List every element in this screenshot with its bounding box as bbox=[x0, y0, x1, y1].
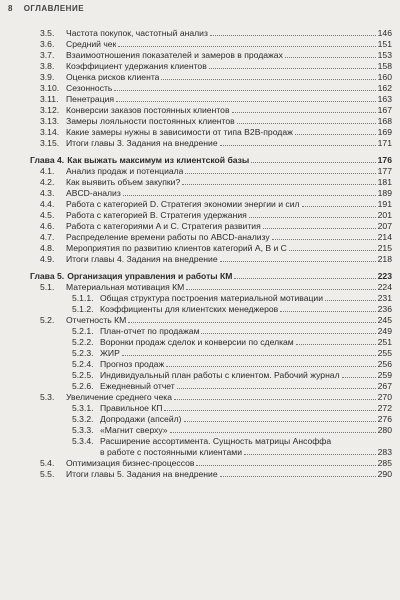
dot-leader bbox=[201, 333, 375, 334]
toc-entry-title: Материальная мотивация КМ bbox=[66, 282, 185, 292]
toc-entry-number: 3.12. bbox=[40, 105, 60, 115]
toc-entry bbox=[30, 381, 392, 392]
dot-leader bbox=[220, 261, 376, 262]
toc-entry-title: Итоги главы 3. Задания на внедрение bbox=[66, 138, 218, 148]
toc-entry-title: Прогноз продаж bbox=[100, 359, 165, 369]
toc-entry bbox=[30, 177, 392, 188]
toc-entry-number: 3.14. bbox=[40, 127, 60, 137]
toc-entry bbox=[30, 243, 392, 254]
toc-entry-number: 5.3. bbox=[40, 392, 55, 402]
toc-entry-number: 5.2.3. bbox=[72, 348, 94, 358]
toc-entry-title: Организация управления и работы КМ bbox=[67, 271, 233, 281]
toc-entry-page: 168 bbox=[377, 116, 392, 126]
toc-entry-page: 160 bbox=[377, 72, 392, 82]
toc-entry-number: 3.7. bbox=[40, 50, 55, 60]
toc-entry-number: 3.9. bbox=[40, 72, 55, 82]
dot-leader bbox=[186, 289, 375, 290]
toc-entry-title: ЖИР bbox=[100, 348, 120, 358]
dot-leader bbox=[182, 184, 375, 185]
toc-entry bbox=[30, 458, 392, 469]
toc-entry-number: 3.6. bbox=[40, 39, 55, 49]
toc-entry-page: 245 bbox=[377, 315, 392, 325]
toc-entry-number: 4.5. bbox=[40, 210, 55, 220]
toc-entry bbox=[30, 304, 392, 315]
toc-entry-number: 5.2.2. bbox=[72, 337, 94, 347]
toc-entry-title: Правильное КП bbox=[100, 403, 163, 413]
toc-entry-title: в работе с постоянными клиентами bbox=[100, 447, 243, 457]
toc-entry bbox=[30, 326, 392, 337]
toc-entry-page: 280 bbox=[377, 425, 392, 435]
dot-leader bbox=[116, 101, 376, 102]
toc-entry-number: 3.13. bbox=[40, 116, 60, 126]
toc-entry-title: «Магнит сверху» bbox=[100, 425, 168, 435]
toc-entry-page: 146 bbox=[377, 28, 392, 38]
dot-leader bbox=[209, 68, 376, 69]
dot-leader bbox=[164, 410, 375, 411]
toc-entry-page: 169 bbox=[377, 127, 392, 137]
toc-entry-page: 272 bbox=[377, 403, 392, 413]
dot-leader bbox=[177, 388, 376, 389]
dot-leader bbox=[170, 432, 376, 433]
toc-entry-number: 4.9. bbox=[40, 254, 55, 264]
dot-leader bbox=[123, 195, 376, 196]
toc-entry-number: 5.1. bbox=[40, 282, 55, 292]
toc-entry-title: Мероприятия по развитию клиентов категорий A, B и C bbox=[66, 243, 287, 253]
toc-entry-page: 255 bbox=[377, 348, 392, 358]
dot-leader bbox=[251, 162, 375, 163]
toc-entry-title: Индивидуальный план работы с клиентом. Рабочий журнал bbox=[100, 370, 340, 380]
toc-chapter bbox=[30, 271, 392, 282]
dot-leader bbox=[184, 421, 376, 422]
toc-entry-page: 177 bbox=[377, 166, 392, 176]
toc-entry bbox=[30, 166, 392, 177]
toc-entry-title: Увеличение среднего чека bbox=[66, 392, 173, 402]
toc-chapter bbox=[30, 155, 392, 166]
toc-entry-title: Взаимоотношения показателей и замеров в продажах bbox=[66, 50, 283, 60]
toc-entry-number: 3.11. bbox=[40, 94, 59, 104]
toc-entry-page: 249 bbox=[377, 326, 392, 336]
toc-entry-page: 215 bbox=[377, 243, 392, 253]
toc-entry-title: Пенетрация bbox=[66, 94, 115, 104]
toc-entry-page: 162 bbox=[377, 83, 392, 93]
toc-entry bbox=[30, 188, 392, 199]
toc-entry-title: Допродажи (апсейл) bbox=[100, 414, 182, 424]
toc-entry bbox=[30, 94, 392, 105]
dot-leader bbox=[174, 399, 376, 400]
toc-entry-page: 290 bbox=[377, 469, 392, 479]
toc-entry-title: ABCD-анализ bbox=[66, 188, 121, 198]
toc-entry-title: Оценка рисков клиента bbox=[66, 72, 160, 82]
dot-leader bbox=[289, 250, 376, 251]
dot-leader bbox=[220, 476, 376, 477]
toc-entry-title: Работа с категориями A и C. Стратегия развития bbox=[66, 221, 261, 231]
toc-entry-title: Распределение времени работы по ABCD-анализу bbox=[66, 232, 270, 242]
toc-entry-number: 5.2.1. bbox=[72, 326, 94, 336]
toc-entry-number: 5.3.1. bbox=[72, 403, 94, 413]
dot-leader bbox=[114, 90, 375, 91]
toc-entry-title: Средний чек bbox=[66, 39, 117, 49]
toc-entry bbox=[30, 337, 392, 348]
toc-entry bbox=[30, 39, 392, 50]
toc-entry-title: Конверсии заказов постоянных клиентов bbox=[66, 105, 230, 115]
toc-entry-title: Воронки продаж сделок и конверсии по сделкам bbox=[100, 337, 294, 347]
toc-entry bbox=[30, 282, 392, 293]
toc-entry bbox=[30, 370, 392, 381]
toc-entry-title: План-отчет по продажам bbox=[100, 326, 200, 336]
toc-entry-number: 4.6. bbox=[40, 221, 55, 231]
toc-entry-page: 207 bbox=[377, 221, 392, 231]
toc-entry-page: 191 bbox=[377, 199, 392, 209]
toc-entry bbox=[30, 116, 392, 127]
toc-entry-page: 181 bbox=[377, 177, 392, 187]
dot-leader bbox=[237, 123, 376, 124]
toc-entry-page: 167 bbox=[377, 105, 392, 115]
toc-entry-number: 4.2. bbox=[40, 177, 55, 187]
dot-leader bbox=[234, 278, 375, 279]
toc-entry bbox=[30, 138, 392, 149]
toc-entry-page: 176 bbox=[377, 155, 392, 165]
toc-entry-title: Коэффициенты для клиентских менеджеров bbox=[100, 304, 279, 314]
toc-entry-number: 4.1. bbox=[40, 166, 55, 176]
toc-entry bbox=[30, 210, 392, 221]
toc-entry-page: 189 bbox=[377, 188, 392, 198]
toc-entry-page: 231 bbox=[377, 293, 392, 303]
toc-entry bbox=[30, 72, 392, 83]
toc-entry-number: 5.1.2. bbox=[72, 304, 94, 314]
toc-entry-page: 158 bbox=[377, 61, 392, 71]
toc-entry-page: 224 bbox=[377, 282, 392, 292]
header-title: ОГЛАВЛЕНИЕ bbox=[23, 4, 85, 13]
dot-leader bbox=[128, 322, 375, 323]
dot-leader bbox=[244, 454, 376, 455]
toc-entry bbox=[30, 28, 392, 39]
toc-entry-number: 3.5. bbox=[40, 28, 55, 38]
toc-entry-title: Как выжать максимум из клиентской базы bbox=[67, 155, 250, 165]
dot-leader bbox=[295, 134, 376, 135]
toc-entry bbox=[30, 50, 392, 61]
dot-leader bbox=[342, 377, 376, 378]
toc-entry-number: 5.2.6. bbox=[72, 381, 94, 391]
toc-entry-title: Какие замеры нужны в зависимости от типа B2B-продаж bbox=[66, 127, 293, 137]
header-page-number: 8 bbox=[8, 4, 13, 13]
toc-entry-title: Частота покупок, частотный анализ bbox=[66, 28, 208, 38]
dot-leader bbox=[325, 300, 376, 301]
toc-entry-number: 5.4. bbox=[40, 458, 55, 468]
toc-entry bbox=[30, 392, 392, 403]
toc-entry-page: 283 bbox=[377, 447, 392, 457]
dot-leader bbox=[220, 145, 376, 146]
toc-entry-page: 214 bbox=[377, 232, 392, 242]
toc-entry-number: 3.10. bbox=[40, 83, 60, 93]
toc-entry bbox=[30, 221, 392, 232]
toc-entry-number: Глава 4. bbox=[30, 155, 65, 165]
toc-entry-page: 153 bbox=[377, 50, 392, 60]
toc-entry-title: Коэффициент удержания клиентов bbox=[66, 61, 207, 71]
toc-entry-number: Глава 5. bbox=[30, 271, 65, 281]
toc-entry-page: 251 bbox=[377, 337, 392, 347]
dot-leader bbox=[249, 217, 376, 218]
toc-entry-number: 5.2.5. bbox=[72, 370, 94, 380]
toc-entry-title: Замеры лояльности постоянных клиентов bbox=[66, 116, 235, 126]
toc-entry-page: 285 bbox=[377, 458, 392, 468]
toc-entry-number: 5.1.1. bbox=[72, 293, 94, 303]
toc-entry-title: Оптимизация бизнес-процессов bbox=[66, 458, 195, 468]
toc-entry-number: 4.4. bbox=[40, 199, 55, 209]
toc-entry bbox=[30, 414, 392, 425]
dot-leader bbox=[263, 228, 376, 229]
toc-entry bbox=[30, 436, 392, 458]
dot-leader bbox=[285, 57, 376, 58]
toc-entry-page: 267 bbox=[377, 381, 392, 391]
toc-entry-page: 256 bbox=[377, 359, 392, 369]
toc-entry-page: 270 bbox=[377, 392, 392, 402]
toc-entry-page: 163 bbox=[377, 94, 392, 104]
toc-entry-number: 4.8. bbox=[40, 243, 55, 253]
toc-entry-number: 5.5. bbox=[40, 469, 55, 479]
dot-leader bbox=[185, 173, 375, 174]
dot-leader bbox=[161, 79, 375, 80]
toc-entry-number: 5.3.4. bbox=[72, 436, 94, 446]
toc-entry-title: Итоги главы 5. Задания на внедрение bbox=[66, 469, 218, 479]
toc-entry bbox=[30, 61, 392, 72]
dot-leader bbox=[232, 112, 376, 113]
toc-entry-title: Ежедневный отчет bbox=[100, 381, 175, 391]
dot-leader bbox=[210, 35, 376, 36]
toc-entry-page: 223 bbox=[377, 271, 392, 281]
toc-entry-page: 218 bbox=[377, 254, 392, 264]
running-header bbox=[8, 4, 84, 13]
toc-entry bbox=[30, 469, 392, 480]
dot-leader bbox=[280, 311, 375, 312]
toc-entry-title: Отчетность КМ bbox=[66, 315, 127, 325]
dot-leader bbox=[296, 344, 376, 345]
toc-entry bbox=[30, 83, 392, 94]
toc-entry bbox=[30, 199, 392, 210]
toc-entry-page: 151 bbox=[377, 39, 392, 49]
toc-entry bbox=[30, 293, 392, 304]
toc-entry-page: 236 bbox=[377, 304, 392, 314]
toc-entry-title: Как выявить объем закупки? bbox=[66, 177, 181, 187]
toc-entry-number: 3.8. bbox=[40, 61, 55, 71]
toc-entry-page: 259 bbox=[377, 370, 392, 380]
toc-entry bbox=[30, 127, 392, 138]
toc-entry-number: 5.2. bbox=[40, 315, 55, 325]
toc-entry bbox=[30, 105, 392, 116]
toc-entry bbox=[30, 403, 392, 414]
toc-entry bbox=[30, 254, 392, 265]
dot-leader bbox=[166, 366, 375, 367]
toc-entry-page: 201 bbox=[377, 210, 392, 220]
toc-entry bbox=[30, 425, 392, 436]
toc-entry-number: 5.3.3. bbox=[72, 425, 94, 435]
toc-entry-page: 171 bbox=[377, 138, 392, 148]
toc-entry bbox=[30, 232, 392, 243]
toc-entry bbox=[30, 348, 392, 359]
toc-entry-title: Работа с категорией B. Стратегия удержания bbox=[66, 210, 247, 220]
toc-entry bbox=[30, 359, 392, 370]
toc-entry-number: 5.3.2. bbox=[72, 414, 94, 424]
toc-entry-number: 4.7. bbox=[40, 232, 55, 242]
toc-entry-number: 3.15. bbox=[40, 138, 60, 148]
dot-leader bbox=[118, 46, 375, 47]
toc-entry-title: Анализ продаж и потенциала bbox=[66, 166, 184, 176]
dot-leader bbox=[122, 355, 376, 356]
toc-entry-title: Расширение ассортимента. Сущность матрицы Ансоффа bbox=[100, 436, 332, 446]
dot-leader bbox=[272, 239, 376, 240]
toc-entry-title: Сезонность bbox=[66, 83, 113, 93]
toc-entry-title: Общая структура построения материальной мотивации bbox=[100, 293, 324, 303]
dot-leader bbox=[196, 465, 375, 466]
toc-entry-number: 4.3. bbox=[40, 188, 55, 198]
table-of-contents bbox=[30, 28, 392, 480]
toc-entry-page: 276 bbox=[377, 414, 392, 424]
dot-leader bbox=[302, 206, 376, 207]
toc-entry-number: 5.2.4. bbox=[72, 359, 94, 369]
toc-entry bbox=[30, 315, 392, 326]
toc-entry-title: Работа с категорией D. Стратегия экономии энергии и сил bbox=[66, 199, 300, 209]
toc-entry-title: Итоги главы 4. Задания на внедрение bbox=[66, 254, 218, 264]
